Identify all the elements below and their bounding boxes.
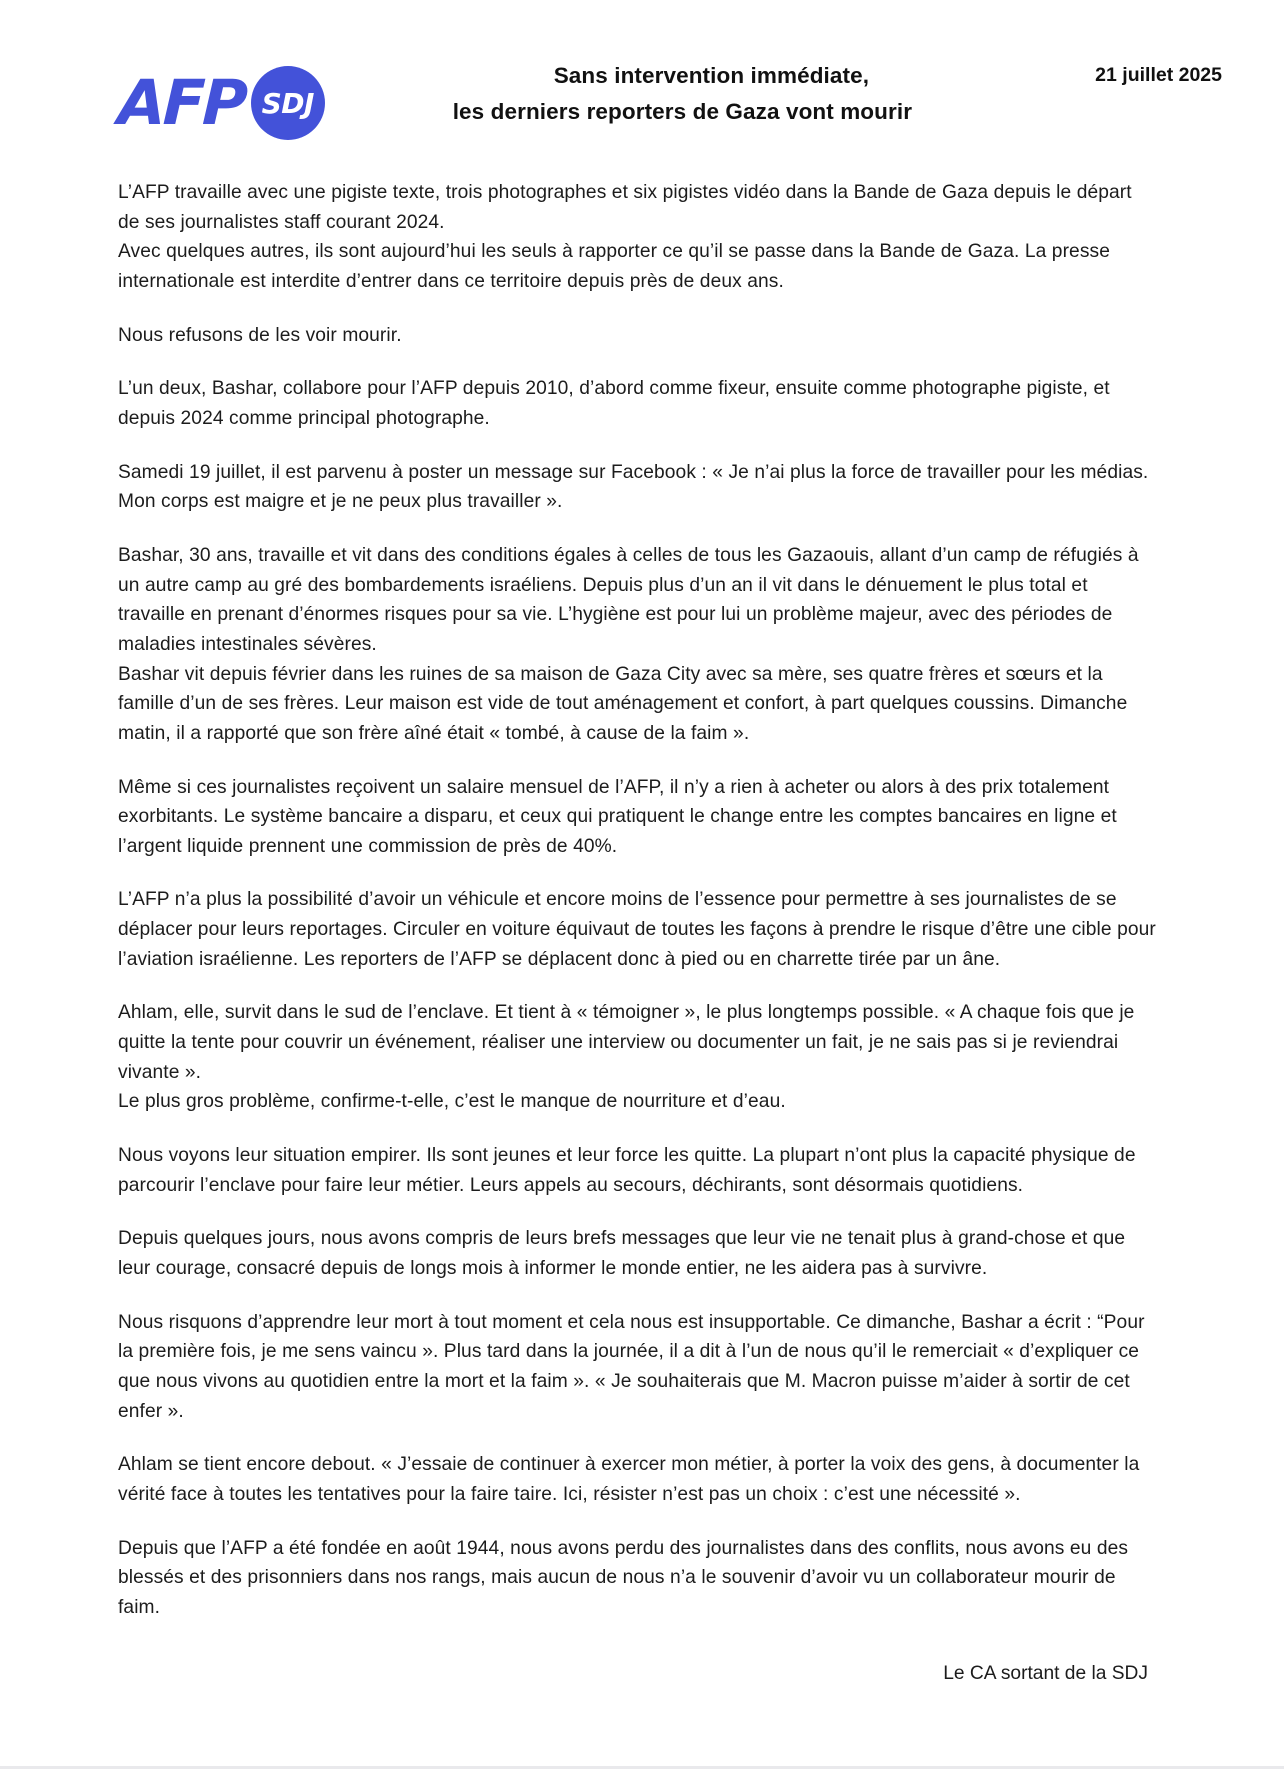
paragraph: Nous voyons leur situation empirer. Ils sont jeunes et leur force les quitte. La plupart n’ont plus la capacité physique de parcourir l’enclave pour faire leur métier. Leurs appels au secours, déchirants, sont désormais quotidiens. bbox=[118, 1145, 1136, 1196]
paragraph: Samedi 19 juillet, il est parvenu à poster un message sur Facebook : « Je n’ai plus la force de travailler pour les médias. Mon corps est maigre et je ne peux plus travailler ». bbox=[118, 461, 1149, 513]
document-body bbox=[0, 140, 1284, 1688]
page-title bbox=[325, 52, 1040, 131]
paragraph: L’AFP n’a plus la possibilité d’avoir un véhicule et encore moins de l’essence pour permettre à ses journalistes de se déplacer pour leurs reportages. Circuler en voiture équivaut de toutes les façons à prendre le risque d’être une cible pour l’aviation israélienne. Les reporters de l’AFP se déplacent donc à pied ou en charrette tirée par un âne. bbox=[118, 889, 1156, 970]
document-date: 21 juillet 2025 bbox=[1095, 64, 1222, 86]
paragraph: Depuis que l’AFP a été fondée en août 1944, nous avons perdu des journalistes dans des conflits, nous avons eu des blessés et des prisonniers dans nos rangs, mais aucun de nous n’a le souvenir d’avoir vu un collaborateur mourir de faim. bbox=[118, 1537, 1129, 1618]
title-line-2: les derniers reporters de Gaza vont mourir bbox=[452, 99, 913, 125]
paragraph: Bashar vit depuis février dans les ruines de sa maison de Gaza City avec sa mère, ses quatre frères et sœurs et la famille d’un de ses frères. Leur maison est vide de tout aménagement et confort, à part quelques coussins. Dimanche matin, il a rapporté que son frère aîné était « tombé, à cause de la faim ». bbox=[118, 663, 1128, 744]
paragraph: Ahlam se tient encore debout. « J’essaie de continuer à exercer mon métier, à porter la voix des gens, à documenter la vérité face à toutes les tentatives pour la faire taire. Ici, résister n’est pas un choix : c’est une nécessité ». bbox=[118, 1454, 1140, 1505]
document-header bbox=[0, 0, 1284, 140]
paragraph: Avec quelques autres, ils sont aujourd’hui les seuls à rapporter ce qu’il se passe dans la Bande de Gaza. La presse internationale est interdite d’entrer dans ce territoire depuis près de deux ans. bbox=[118, 241, 1110, 292]
paragraph: Nous risquons d’apprendre leur mort à tout moment et cela nous est insupportable. Ce dimanche, Bashar a écrit : “Pour la première fois, je me sens vaincu ». Plus tard dans la journée, il a dit à l’un de nous qu’il le remerciait « d’expliquer ce que nous vivons au quotidien entre la mort et la faim ». « Je souhaiterais que M. Macron puisse m’aider à sortir de cet enfer ». bbox=[118, 1311, 1145, 1422]
paragraph: Même si ces journalistes reçoivent un salaire mensuel de l’AFP, il n’y a rien à acheter ou alors à des prix totalement exorbitants. Le système bancaire a disparu, et ceux qui pratiquent le change entre les comptes bancaires en ligne et l’argent liquide prennent une commission de près de 40%. bbox=[118, 776, 1117, 857]
afp-wordmark-icon: AFP bbox=[116, 66, 247, 139]
paragraph: Le plus gros problème, confirme-t-elle, c’est le manque de nourriture et d’eau. bbox=[118, 1091, 786, 1113]
sdj-badge-icon: SDJ bbox=[251, 66, 325, 140]
afp-sdj-logo bbox=[118, 52, 325, 140]
paragraph: Bashar, 30 ans, travaille et vit dans des conditions égales à celles de tous les Gazaouis, allant d’un camp de réfugiés à un autre camp au gré des bombardements israéliens. Depuis plus d’un an il vit dans le dénuement le plus total et travaille en prenant d’énormes risques pour sa vie. L’hygiène est pour lui un problème majeur, avec des périodes de maladies intestinales sévères. bbox=[118, 544, 1139, 655]
paragraph: L’un deux, Bashar, collabore pour l’AFP depuis 2010, d’abord comme fixeur, ensuite comme photographe pigiste, et depuis 2024 comme principal photographe. bbox=[118, 378, 1110, 429]
paragraph: Nous refusons de les voir mourir. bbox=[118, 324, 402, 346]
paragraph: L’AFP travaille avec une pigiste texte, trois photographes et six pigistes vidéo dans la Bande de Gaza depuis le départ de ses journalistes staff courant 2024. bbox=[118, 182, 1132, 233]
title-line-1: Sans intervention immédiate, bbox=[553, 63, 870, 88]
document-signature: Le CA sortant de la SDJ bbox=[943, 1662, 1148, 1684]
paragraph: Ahlam, elle, survit dans le sud de l’enclave. Et tient à « témoigner », le plus longtemps possible. « A chaque fois que je quitte la tente pour couvrir un événement, réaliser une interview ou documenter un fait, je ne sais pas si je reviendrai vivante ». bbox=[118, 1002, 1135, 1083]
paragraph: Depuis quelques jours, nous avons compris de leurs brefs messages que leur vie ne tenait plus à grand-chose et que leur courage, consacré depuis de longs mois à informer le monde entier, ne les aidera pas à survivre. bbox=[118, 1228, 1126, 1280]
